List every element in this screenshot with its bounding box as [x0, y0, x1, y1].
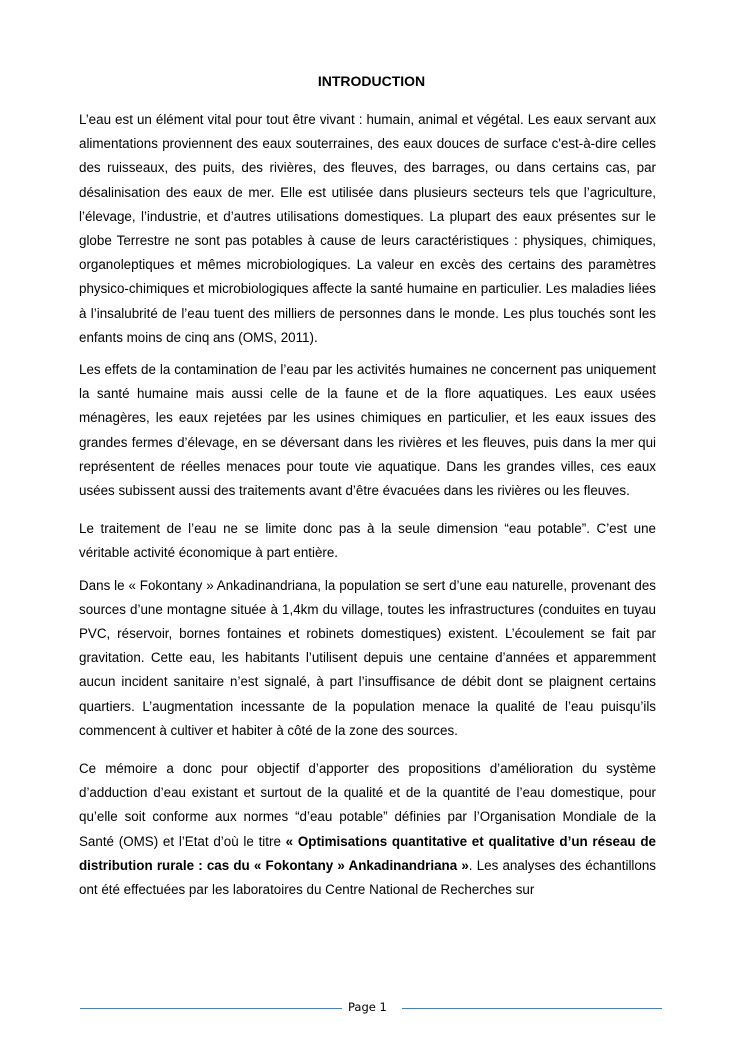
page-number: Page 1: [348, 1000, 387, 1014]
footer-rule-right: [402, 1008, 662, 1009]
paragraph-4: Dans le « Fokontany » Ankadinandriana, la population se sert d’une eau naturelle, provenant des sources d’une montagne située à 1,4km du village, toutes les infrastructures (conduites en tuyau PVC, réservoir, bornes fontaines et robinets domestiques) existent. L’écoulement se fait par gravitation. Cette eau, les habitants l’utilisent depuis une centaine d’années et apparemment aucun incident sanitaire n’est signalé, à part l’insuffisance de débit dont se plaignent certains quartiers. L’augmentation incessante de la population menace la qualité de l’eau puisqu’ils commencent à cultiver et habiter à côté de la zone des sources.: [79, 577, 656, 738]
paragraph-3: Le traitement de l’eau ne se limite donc pas à la seule dimension “eau potable”. C’est une véritable activité économique à part entière.: [79, 521, 656, 561]
footer-rule-left: [80, 1008, 342, 1009]
paragraph-5: [79, 757, 656, 902]
page-title: INTRODUCTION: [317, 73, 426, 89]
paragraph-2: Les effets de la contamination de l’eau par les activités humaines ne concernent pas uniquement la santé humaine mais aussi celle de la faune et de la flore aquatiques. Les eaux usées ménagères, les eaux rejetées par les usines chimiques en particulier, et les eaux issues des grandes fermes d’élevage, en se déversant dans les rivières et les fleuves, puis dans la mer qui représentent de réelles menaces pour toute vie aquatique. Dans les grandes villes, ces eaux usées subissent aussi des traitements avant d’être évacuées dans les rivières ou les fleuves.: [79, 362, 656, 499]
thesis-title-bold: « Optimisations quantitative et qualitative d’un réseau de distribution rurale : cas du « Fokontany » Ankadinandriana »: [79, 833, 656, 873]
paragraph-5-text-b: . Les analyses des échantillons ont été effectuées par les laboratoires du Centre National de Recherches sur: [79, 857, 656, 898]
paragraph-5-text-a: Ce mémoire a donc pour objectif d’apporter des propositions d’amélioration du système d’adduction d’eau existant et surtout de la qualité et de la quantité de l’eau domestique, pour qu’elle soit conforme aux normes “d’eau potable” définies par l’Organisation Mondiale de la Santé (OMS) et l’Etat d’où le titre: [79, 761, 656, 849]
document-page: [79, 72, 656, 910]
page-footer: [80, 998, 662, 1018]
paragraph-1: L’eau est un élément vital pour tout être vivant : humain, animal et végétal. Les eaux servant aux alimentations proviennent des eaux souterraines, des eaux douces de surface c'est-à-dire celles des ruisseaux, des puits, des rivières, des fleuves, des barrages, ou dans certains cas, par désalinisation des eaux de mer. Elle est utilisée dans plusieurs secteurs tels que l’agriculture, l’élevage, l’industrie, et d’autres utilisations domestiques. La plupart des eaux présentes sur le globe Terrestre ne sont pas potables à cause de leurs caractéristiques : physiques, chimiques, organoleptiques et mêmes microbiologiques. La valeur en excès des certains des paramètres physico-chimiques et microbiologiques affecte la santé humaine en particulier. Les maladies liées à l’insalubrité de l’eau tuent des milliers de personnes dans le monde. Les plus touchés sont les enfants moins de cinq ans (OMS, 2011).: [79, 112, 656, 345]
